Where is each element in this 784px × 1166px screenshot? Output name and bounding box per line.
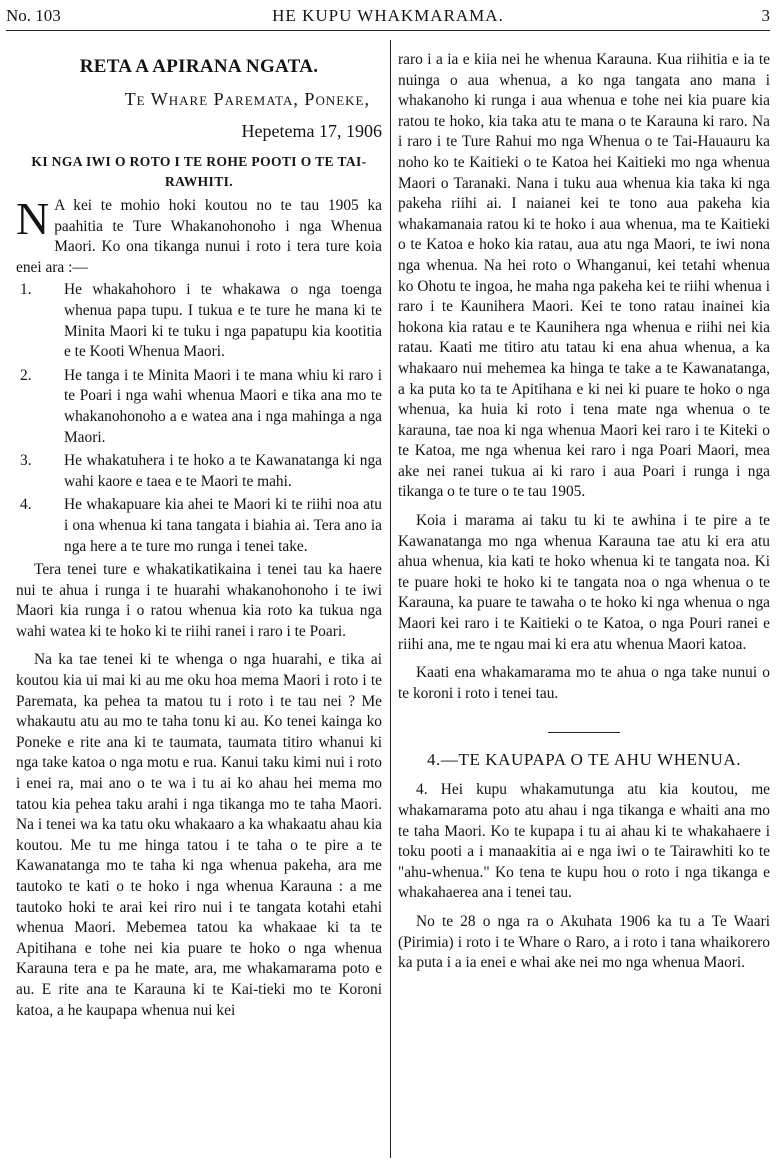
letter-date: Hepetema 17, 1906	[241, 121, 382, 141]
letter-salutation: KI NGA IWI O ROTO I TE ROHE POOTI O TE TAI-RAWHITI.	[31, 154, 367, 189]
list-item: 3. He whakatuhera i te hoko a te Kawanatanga ki nga wahi kaore e taea e te Maori te mahi.	[20, 452, 382, 490]
left-column	[16, 50, 382, 1021]
letter-address: Te Whare Paremata, Poneke,	[124, 89, 370, 109]
provisions-list	[16, 280, 382, 557]
issue-number: No. 103	[6, 6, 61, 25]
list-item: 2. He tanga i te Minita Maori i te mana whiu ki raro i te Poari i nga wahi whenua Maori e tika ana mo te whakanohonoho a e watea ana i nga mahinga a nga Maori.	[20, 366, 382, 446]
header-rule	[6, 30, 770, 31]
section-divider	[548, 732, 620, 733]
intro-paragraph	[16, 193, 382, 278]
letter-title: RETA A APIRANA NGATA.	[79, 56, 319, 77]
running-header	[6, 4, 770, 28]
drop-cap: N	[16, 193, 50, 244]
paragraph: No te 28 o nga ra o Akuhata 1906 ka tu a Te Waari (Pirimia) i roto i te Whare o Raro, a i roto i tana whaikorero ka puta i a ia enei e whai ake nei mo nga whenua Maori.	[398, 912, 770, 972]
paragraph: Kaati ena whakamarama mo te ahua o nga take nunui o te koroni i roto i tenei tau.	[398, 664, 770, 702]
column-divider	[390, 40, 391, 1158]
paragraph: 4. Hei kupu whakamutunga atu kia koutou, me whakamarama poto atu ahau i nga tikanga e whaiti ana mo te taha Maori. Ko te kupapa i tu ai ahau ki te whakahaere i toku pooti a i manaakitia ai e nga iwi o te Tairawhiti ko te "ahu-whenua." Ko tena te kupu hou o roto i nga tikanga e whakahaerea ana i tenei tau.	[398, 781, 770, 902]
right-column	[398, 50, 770, 974]
intro-text: A kei te mohio hoki koutou no te tau 1905 ka paahitia te Ture Whakanohonoho i nga Whenua Maori. Ko ona tikanga nunui i roto i tera ture koia enei ara :—	[16, 197, 382, 276]
list-item: 1. He whakahohoro i te whakawa o nga toenga whenua papa tupu. I tukua e te ture he mana ki te Minita Maori ki te tuku i nga papatupu kia kootitia e te Kooti Whenua Maori.	[20, 281, 382, 361]
paragraph: Koia i marama ai taku tu ki te awhina i te pire a te Kawanatanga mo nga whenua Karauna tae atu ki era atu ahua whenua, kia kati te hoko whenua ki te tangata noa. Ki te puare hoki te hoko ki te tangata noa o nga whenua o te Karauna, ka puare te tawaha o te hoko ki nga whenua o nga Maori kei raro i te Kaitieki o te Katoa, o nga Pouri ranei e riihi ana, me te ngau mai ki era atu whenua Maori katoa.	[398, 512, 770, 653]
running-title: HE KUPU WHAKMARAMA.	[272, 6, 504, 25]
page-number: 3	[761, 6, 770, 25]
list-item: 4. He whakapuare kia ahei te Maori ki te riihi noa atu i ona whenua ki tana tangata i biahia ai. Tera ano ia nga here a te ture mo runga i tenei take.	[20, 496, 382, 555]
paragraph: Tera tenei ture e whakatikatikaina i tenei tau ka haere nui te ahua i runga i te huarahi whakanohonoho i te iwi Maori kia runga i o ratou whenua kia roto ka tukua nga wahi watea ki te hoko ki te riihi ranei i raro i te Poari.	[16, 561, 382, 640]
section-title: 4.—TE KAUPAPA O TE AHU WHENUA.	[426, 750, 742, 770]
paragraph: Na ka tae tenei ki te whenga o nga huarahi, e tika ai koutou kia ui mai ki au me oku hoa mema Maori i roto i te Paremata, ka pehea ta matou tu i roto i te tau nei ? Me whakautu atu au mo te taha tonu ki au. Ko tenei kainga ko Poneke e rite ana ki te taumata, taumata titiro whanui ki nga take katoa o nga motu e rua. Kanui taku kimi nui i roto i enei ra, mai ano o te wa i tu ai ko ahau hei mema mo tatou kia pehea taku arahi i nga tikanga mo te taha Maori. Na i tenei wa ka tatu oku whakaaro a ka whakaatu ahau kia koutou. Me tu me hinga tatou i te taha o te pire a te Kawanatanga mo te taha ki nga whenua pakeha, ara me tautoko te kati o te hoko i nga whenua Karauna : a me tautoko hoki te arai kei riro nui i te tangata kotahi etahi whenua Maori. Mebemea tatou ka whakaae ki ta te Apitihana e tohe nei kia puare te hoko o nga whenua Karauna tera e pa he mate, ara, me whakamarama poto e au. E rite ana te Karauna ki te Kai-tieki mo te Koroni katoa, a he kaupapa whenua nui kei	[16, 651, 382, 1019]
paragraph: raro i a ia e kiia nei he whenua Karauna. Kua riihitia e ia te nuinga o aua whenua, a ko nga tangata ano mana i whakanoho ki runga i aua whenua e tohe nei kia puare kia ratou te hoko, kia taka atu te mana o te Karauna ki raro. Na i raro i te Ture Rahui mo nga Whenua o te Tai-Hauauru ka noho ko te Kaitieki o te Katoa hei Kaitieki mo nga whenua Maori o Taranaki. Nana i tuku aua whenua kia taka ki nga pakeha riihi ai. I naianei kei te tono aua pakeha kia whakamanaia ratou ki te hoko i aua whenua, ma te Kaitieki o te Katoa e hoko kia ratau, aua atu nga Maori, te iwi nona nga whenua. Na hei roto o Whanganui, kei tetahi whenua ko Ohotu te ingoa, he maha nga pakeha kei te riihi whenua i raro i te Kaunihera Maori. Kei te tono ratau inainei kia hokona kia ratau e te Kaunihera nga whenua e riihi nei kia ratau. Kaati me titiro atu tatau ki ena ahua whenua, a ka whakaaro nui mehemea ka hinga te take a te Kawanatanga, a ka puta ko ta te Apitihana e ki nei ki puare te hoko o nga whenua, ka huia ki roto i tena mate nga whenua o te karauna, tae noa ki nga whenua Maori kei raro i te Kiteki o te Katoa, me nga whenua kei raro i nga Poari Maori, mea ake nei ranei tukua ai ki raro i aua Poari i runga i nga tikanga o te ture o te tau 1905.	[398, 51, 770, 501]
